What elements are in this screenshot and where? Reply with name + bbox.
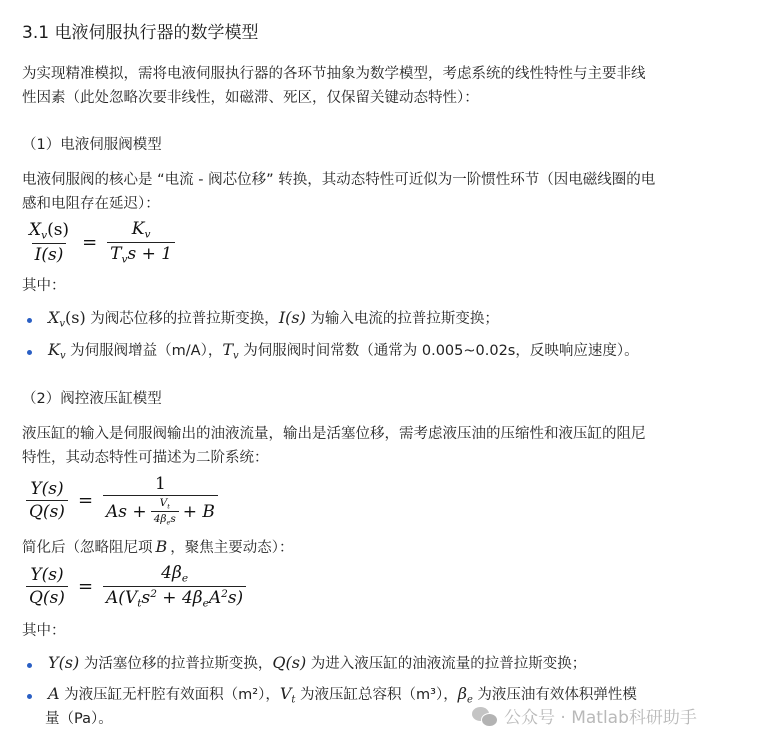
lhs-fraction: $\frac{X_v(s)}{I(s)}$: [29, 219, 70, 265]
list-item: $K_v$ 为伺服阀增益（m/A），$T_v$ 为伺服阀时间常数（通常为 0.005~0.02s，反映响应速度）。: [48, 340, 639, 362]
rhs-fraction: $\frac{K_v}{T_vs + 1}$: [107, 219, 175, 265]
where-label-1: 其中：: [22, 278, 66, 294]
list-item-continuation: 量（Pa）。: [45, 711, 113, 727]
rhs-fraction: $\frac{4\beta_e}{A(V_ts^2 + 4\beta_eA^2s)}$: [103, 563, 246, 609]
subsection-heading-valve-cylinder: （2）阀控液压缸模型: [22, 391, 162, 407]
inner-fraction: $\frac{V_t}{4\beta_es}$: [151, 497, 179, 527]
bullet-dot: [27, 318, 32, 323]
intro-line-1: 为实现精准模拟，需将电液伺服执行器的各环节抽象为数学模型，考虑系统的线性特性与主要非线: [22, 66, 646, 82]
bullet-dot: [27, 663, 32, 668]
cylinder-para-line-1: 液压缸的输入是伺服阀输出的油液流量，输出是活塞位移，需考虑液压油的压缩性和液压缸的阻尼: [22, 426, 646, 442]
section-title: 3.1 电液伺服执行器的数学模型: [22, 23, 259, 43]
list-item: A 为液压缸无杆腔有效面积（m²），$V_t$ 为液压缸总容积（m³），$\beta_e$ 为液压油有效体积弹性模: [48, 684, 637, 706]
list-item: Y(s) 为活塞位移的拉普拉斯变换，Q(s) 为进入液压缸的油液流量的拉普拉斯变换；: [48, 653, 587, 672]
watermark-text: 公众号 · Matlab科研助手: [504, 708, 697, 728]
intro-line-2: 性因素（此处忽略次要非线性，如磁滞、死区，仅保留关键动态特性）：: [22, 90, 479, 106]
rhs-fraction: 1 As + $\frac{V_t}{4\beta_es}$ + B: [103, 474, 218, 527]
where-label-2: 其中：: [22, 623, 66, 639]
wechat-icon: [472, 705, 498, 727]
list-item: $X_v(s)$ 为阀芯位移的拉普拉斯变换，I(s) 为输入电流的拉普拉斯变换；: [48, 308, 499, 330]
servo-valve-transfer-function: $\frac{X_v(s)}{I(s)}$ = $\frac{K_v}{T_vs + 1}$: [26, 219, 175, 265]
bullet-dot: [27, 694, 32, 699]
subsection-heading-servo-valve: （1）电液伺服阀模型: [22, 137, 162, 153]
simplified-transfer-function: $\frac{Y(s)}{Q(s)}$ = $\frac{4\beta_e}{A(V_ts^2 + 4\beta_eA^2s)}$: [26, 563, 246, 609]
watermark: [472, 703, 697, 728]
servo-valve-para-line-2: 感和电阻存在延迟）：: [22, 196, 160, 212]
cylinder-para-line-2: 特性，其动态特性可描述为二阶系统：: [22, 450, 269, 466]
servo-valve-para-line-1: 电液伺服阀的核心是 “电流 - 阀芯位移” 转换，其动态特性可近似为一阶惯性环节（因电磁线圈的电: [22, 172, 656, 188]
lhs-fraction: $\frac{Y(s)}{Q(s)}$: [26, 565, 68, 608]
cylinder-transfer-function: $\frac{Y(s)}{Q(s)}$ = 1 As + $\frac{V_t}{4\beta_es}$ + B: [26, 474, 218, 527]
simplified-note: 简化后（忽略阻尼项 B ，聚焦主要动态）：: [22, 537, 294, 556]
bullet-dot: [27, 350, 32, 355]
lhs-fraction: $\frac{Y(s)}{Q(s)}$: [26, 479, 68, 522]
